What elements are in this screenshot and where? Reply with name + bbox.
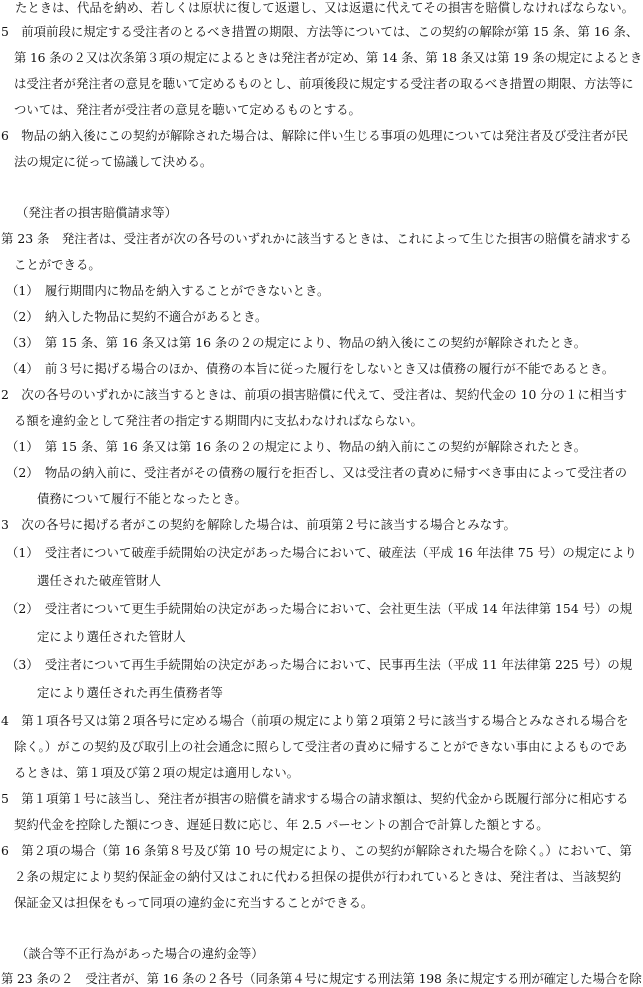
text-line: 6 第２項の場合（第 16 条第８号及び第 10 号の規定により、この契約が解除された場合を除く。）において、第 <box>1 843 632 858</box>
text-line: 定により選任された再生債務者等 <box>37 685 223 700</box>
text-line: 選任された破産管財人 <box>37 573 161 588</box>
text-line: 3 次の各号に掲げる者がこの契約を解除した場合は、前項第２号に該当する場合とみなす。 <box>1 517 516 532</box>
text-line: は受注者が発注者の意見を聴いて定めるものとし、前項後段に規定する受注者の取るべき措置の期限、方法等に <box>14 76 634 91</box>
text-line: る額を違約金として発注者の指定する期間内に支払わなければならない。 <box>14 413 423 428</box>
text-line: （1） 受注者について破産手続開始の決定があった場合において、破産法（平成 16 年法律 75 号）の規定により <box>6 545 637 560</box>
text-line: （3） 受注者について再生手続開始の決定があった場合において、民事再生法（平成 11 年法律第 225 号）の規 <box>6 657 633 672</box>
text-line: 債務について履行不能となったとき。 <box>37 491 247 506</box>
text-line: （2） 納入した物品に契約不適合があるとき。 <box>6 309 268 324</box>
text-line: 契約代金を控除した額につき、遅延日数に応じ、年 2.5 パーセントの割合で計算した額とする。 <box>14 817 549 832</box>
text-line: ことができる。 <box>14 257 101 272</box>
text-line: 法の規定に従って協議して決める。 <box>14 154 213 169</box>
text-line: ついては、発注者が受注者の意見を聴いて定めるものとする。 <box>14 102 361 117</box>
text-line: 第 16 条の２又は次条第３項の規定によるときは発注者が定め、第 14 条、第 18 条又は第 19 条の規定によるとき <box>14 50 643 65</box>
text-line: 2 次の各号のいずれかに該当するときは、前項の損害賠償に代えて、受注者は、契約代金の 10 分の１に相当す <box>1 387 628 402</box>
text-line: （3） 第 15 条、第 16 条又は第 16 条の２の規定により、物品の納入後にこの契約が解除されたとき。 <box>6 335 587 350</box>
text-line: （2） 物品の納入前に、受注者がその債務の履行を拒否し、又は受注者の責めに帰すべき事由によって受注者の <box>6 465 627 480</box>
article-title-line: 第 23 条の２ 受注者が、第 16 条の２各号（同条第４号に規定する刑法第 198 条に規定する刑が確定した場合を除 <box>1 971 642 986</box>
text-line: （1） 履行期間内に物品を納入することができないとき。 <box>6 283 330 298</box>
text-line: （1） 第 15 条、第 16 条又は第 16 条の２の規定により、物品の納入前にこの契約が解除されたとき。 <box>6 439 587 454</box>
text-line: 保証金又は担保をもって同項の違約金に充当することができる。 <box>14 895 374 910</box>
article-title-line: 第 23 条 発注者は、受注者が次の各号のいずれかに該当するときは、これによって生じた損害の賠償を請求する <box>1 231 632 246</box>
text-line: るときは、第１項及び第２項の規定は適用しない。 <box>14 765 299 780</box>
text-line: たときは、代品を納め、若しくは原状に復して返還し、又は返還に代えてその損害を賠償しなければならない。 <box>15 0 635 15</box>
text-line: 除く。）がこの契約及び取引上の社会通念に照らして受注者の責めに帰することができない事由によるものであ <box>14 739 628 754</box>
section-heading: （談合等不正行為があった場合の違約金等） <box>16 946 264 961</box>
section-heading: （発注者の損害賠償請求等） <box>16 205 178 220</box>
text-line: 5 第１項第１号に該当し、発注者が損害の賠償を請求する場合の請求額は、契約代金から既履行部分に相応する <box>1 791 629 806</box>
text-line: 4 第１項各号又は第２項各号に定める場合（前項の規定により第２項第２号に該当する場合とみなされる場合を <box>1 713 629 728</box>
text-line: ２条の規定により契約保証金の納付又はこれに代わる担保の提供が行われているときは、発注者は、当該契約 <box>14 869 622 884</box>
text-line: 定により選任された管財人 <box>37 629 186 644</box>
text-line: （4） 前３号に掲げる場合のほか、債務の本旨に従った履行をしないとき又は債務の履行が不能であるとき。 <box>6 361 615 376</box>
text-line: 5 前項前段に規定する受注者のとるべき措置の期限、方法等については、この契約の解除が第 15 条、第 16 条、 <box>1 24 639 39</box>
text-line: （2） 受注者について更生手続開始の決定があった場合において、会社更生法（平成 14 年法律第 154 号）の規 <box>6 601 633 616</box>
text-line: 6 物品の納入後にこの契約が解除された場合は、解除に伴い生じる事項の処理については発注者及び受注者が民 <box>1 128 629 143</box>
